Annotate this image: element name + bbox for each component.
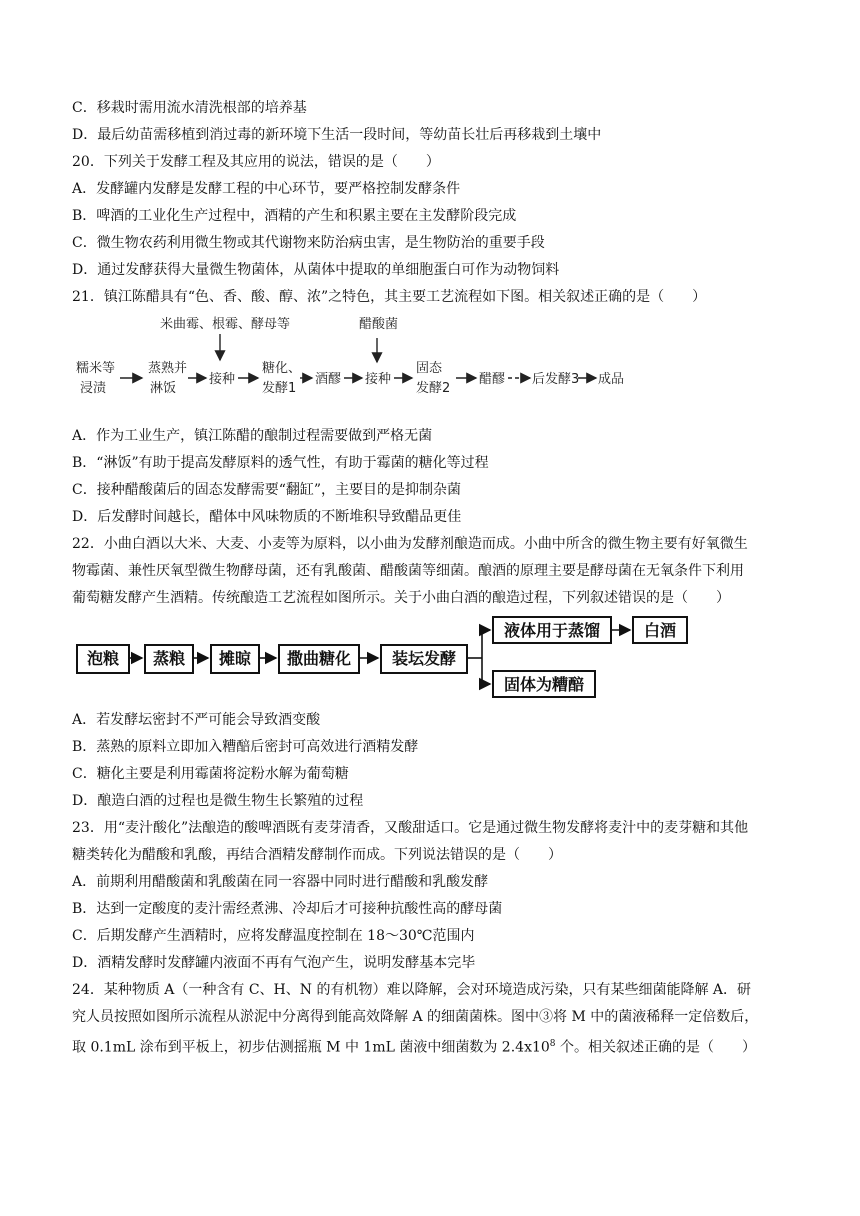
q24-exponent: 8 [549,1039,556,1049]
flow-liquid-distill: 液体用于蒸馏 [492,616,612,644]
flow-add-starter: 撒曲糖化 [278,644,360,674]
q23-option-d: D．酒精发酵时发酵罐内液面不再有气泡产生，说明发酵基本完毕 [72,955,476,971]
q20-option-a: A．发酵罐内发酵是发酵工程的中心环节，要严格控制发酵条件 [72,181,461,197]
q23-option-b: B．达到一定酸度的麦汁需经煮沸、冷却后才可接种抗酸性高的酵母菌 [72,901,503,917]
q22-option-a: A．若发酵坛密封不严可能会导致酒变酸 [72,712,321,728]
q22-option-d: D．酿造白酒的过程也是微生物生长繁殖的过程 [72,793,364,809]
step-wine-mash: 酒醪 [315,372,342,387]
q21-option-a: A．作为工业生产，镇江陈醋的酿制过程需要做到严格无菌 [72,428,433,444]
step-solid-ferment-2: 发酵2 [416,381,451,396]
q24-stem-3 [72,1034,802,1058]
q20-option-c: C．微生物农药利用微生物或其代谢物来防治病虫害，是生物防治的重要手段 [72,235,545,251]
q23-option-c: C．后期发酵产生酒精时，应将发酵温度控制在 18～30℃范围内 [72,928,475,944]
q20-stem: 20．下列关于发酵工程及其应用的说法，错误的是（ ） [72,154,440,170]
flow-liquor: 白酒 [632,616,688,644]
q24-stem-3a: 取 0.1mL 涂布到平板上，初步估测摇瓶 M 中 1mL 菌液中细菌数为 2.4x10 [72,1039,550,1056]
step-post-ferment: 后发酵3 [532,372,580,387]
flow-jar-ferment: 装坛发酵 [380,644,468,674]
step-steam-2: 淋饭 [150,381,177,396]
q24-stem-1: 24．某种物质 A（一种含有 C、H、N 的有机物）难以降解，会对环境造成污染，只有某些细菌能降解 A．研 [72,982,752,998]
flow-steam-grain: 蒸粮 [144,644,194,674]
q23-stem-1: 23．用“麦汁酸化”法酿造的酸啤酒既有麦芽清香，又酸甜适口。它是通过微生物发酵将麦汁中的麦芽糖和其他 [72,820,749,836]
step-solid-ferment-1: 固态 [416,361,443,376]
inoculant-acetobacter-label: 醋酸菌 [359,317,399,332]
q22-stem-1: 22．小曲白酒以大米、大麦、小麦等为原料，以小曲为发酵剂酿造而成。小曲中所含的微生物主要有好氧微生 [72,536,748,552]
step-inoculate-2: 接种 [365,372,392,387]
q24-stem-3b: 个。相关叙述正确的是（ ） [555,1039,756,1056]
q20-option-b: B．啤酒的工业化生产过程中，酒精的产生和积累主要在主发酵阶段完成 [72,208,517,224]
step-product: 成品 [598,372,625,387]
q20-option-d: D．通过发酵获得大量微生物菌体，从菌体中提取的单细胞蛋白可作为动物饲料 [72,262,560,278]
q21-stem: 21．镇江陈醋具有“色、香、酸、醇、浓”之特色，其主要工艺流程如下图。相关叙述正确的是（ ） [72,289,707,305]
flow-cool-grain: 摊晾 [210,644,260,674]
q22-option-b: B．蒸熟的原料立即加入糟醅后密封可高效进行酒精发酵 [72,739,419,755]
inoculant-mold-yeast-label: 米曲霉、根霉、酵母等 [160,317,291,332]
step-inoculate-1: 接种 [209,372,236,387]
flow-solid-residue: 固体为糟醅 [492,670,596,698]
step-saccharify-1: 糖化、 [262,361,302,376]
q22-option-c: C．糖化主要是利用霉菌将淀粉水解为葡萄糖 [72,766,349,782]
step-steam-1: 蒸熟并 [148,361,188,376]
step-rice-soak-2: 浸渍 [80,381,107,396]
step-rice-soak-1: 糯米等 [76,361,116,376]
q19-option-c: C．移栽时需用流水清洗根部的培养基 [72,100,307,116]
q23-stem-2: 糖类转化为醋酸和乳酸，再结合酒精发酵制作而成。下列说法错误的是（ ） [72,847,562,863]
q23-option-a: A．前期利用醋酸菌和乳酸菌在同一容器中同时进行醋酸和乳酸发酵 [72,874,489,890]
liquor-process-diagram [72,612,732,702]
step-vinegar-mash: 醋醪 [479,372,506,387]
q22-stem-2: 物霉菌、兼性厌氧型微生物酵母菌，还有乳酸菌、醋酸菌等细菌。酿酒的原理主要是酵母菌在无氧条件下利用 [72,563,744,579]
flow-soak-grain: 泡粮 [76,644,130,674]
q21-option-d: D．后发酵时间越长，醋体中风味物质的不断堆积导致醋品更佳 [72,509,462,525]
q24-stem-2: 究人员按照如图所示流程从淤泥中分离得到能高效降解 A 的细菌菌株。图中③将 M 中的菌液稀释一定倍数后， [72,1009,759,1025]
q19-option-d: D．最后幼苗需移植到消过毒的新环境下生活一段时间，等幼苗长壮后再移栽到土壤中 [72,127,602,143]
q22-stem-3: 葡萄糖发酵产生酒精。传统酿造工艺流程如图所示。关于小曲白酒的酿造过程，下列叙述错误的是（ ） [72,590,730,606]
vinegar-process-diagram [72,312,632,412]
q21-option-b: B．“淋饭”有助于提高发酵原料的透气性，有助于霉菌的糖化等过程 [72,455,489,471]
q21-option-c: C．接种醋酸菌后的固态发酵需要“翻缸”，主要目的是抑制杂菌 [72,482,462,498]
step-saccharify-2: 发酵1 [262,381,297,396]
